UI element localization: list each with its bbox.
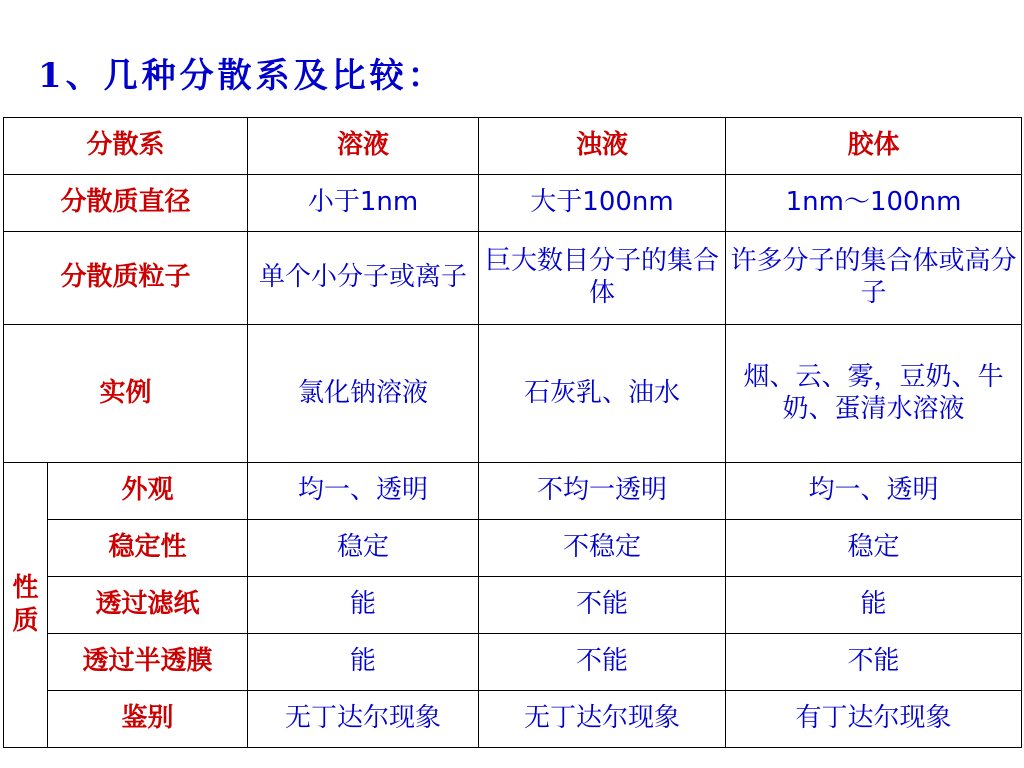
comparison-table bbox=[3, 117, 1022, 748]
header-suspension: 浊液 bbox=[479, 118, 726, 175]
table-cell: 均一、透明 bbox=[248, 463, 479, 520]
table-cell: 烟、云、雾，豆奶、牛奶、蛋清水溶液 bbox=[726, 325, 1022, 463]
table-cell: 不均一透明 bbox=[479, 463, 726, 520]
table-row bbox=[4, 520, 1022, 577]
row-label: 透过半透膜 bbox=[48, 634, 248, 691]
header-colloid: 胶体 bbox=[726, 118, 1022, 175]
header-row bbox=[4, 118, 1022, 175]
table-row bbox=[4, 325, 1022, 463]
table-cell: 不能 bbox=[479, 634, 726, 691]
table-cell: 无丁达尔现象 bbox=[479, 691, 726, 748]
table-cell: 许多分子的集合体或高分子 bbox=[726, 232, 1022, 325]
table-row bbox=[4, 691, 1022, 748]
table-cell: 无丁达尔现象 bbox=[248, 691, 479, 748]
row-label: 外观 bbox=[48, 463, 248, 520]
page-title: 1、几种分散系及比较： bbox=[38, 56, 446, 96]
table-row bbox=[4, 232, 1022, 325]
table-cell: 巨大数目分子的集合体 bbox=[479, 232, 726, 325]
table-cell: 氯化钠溶液 bbox=[248, 325, 479, 463]
table-cell: 大于100nm bbox=[479, 175, 726, 232]
table-row bbox=[4, 175, 1022, 232]
table-cell: 能 bbox=[248, 634, 479, 691]
table-cell: 能 bbox=[726, 577, 1022, 634]
table-cell: 小于1nm bbox=[248, 175, 479, 232]
table-cell: 单个小分子或离子 bbox=[248, 232, 479, 325]
header-dispersion-system: 分散系 bbox=[4, 118, 248, 175]
row-label: 鉴别 bbox=[48, 691, 248, 748]
table-cell: 不稳定 bbox=[479, 520, 726, 577]
table-cell: 稳定 bbox=[726, 520, 1022, 577]
properties-group-label bbox=[4, 463, 48, 748]
row-label: 透过滤纸 bbox=[48, 577, 248, 634]
table-row bbox=[4, 463, 1022, 520]
table-cell: 有丁达尔现象 bbox=[726, 691, 1022, 748]
table-cell: 稳定 bbox=[248, 520, 479, 577]
table-cell: 石灰乳、油水 bbox=[479, 325, 726, 463]
table-row bbox=[4, 577, 1022, 634]
table-row bbox=[4, 634, 1022, 691]
header-solution: 溶液 bbox=[248, 118, 479, 175]
table-cell: 不能 bbox=[479, 577, 726, 634]
table-cell: 均一、透明 bbox=[726, 463, 1022, 520]
table-cell: 1nm～100nm bbox=[726, 175, 1022, 232]
properties-group-label-text: 性质 bbox=[12, 573, 39, 636]
row-label: 实例 bbox=[4, 325, 248, 463]
table-cell: 不能 bbox=[726, 634, 1022, 691]
row-label: 分散质粒子 bbox=[4, 232, 248, 325]
table-cell: 能 bbox=[248, 577, 479, 634]
row-label: 分散质直径 bbox=[4, 175, 248, 232]
row-label: 稳定性 bbox=[48, 520, 248, 577]
